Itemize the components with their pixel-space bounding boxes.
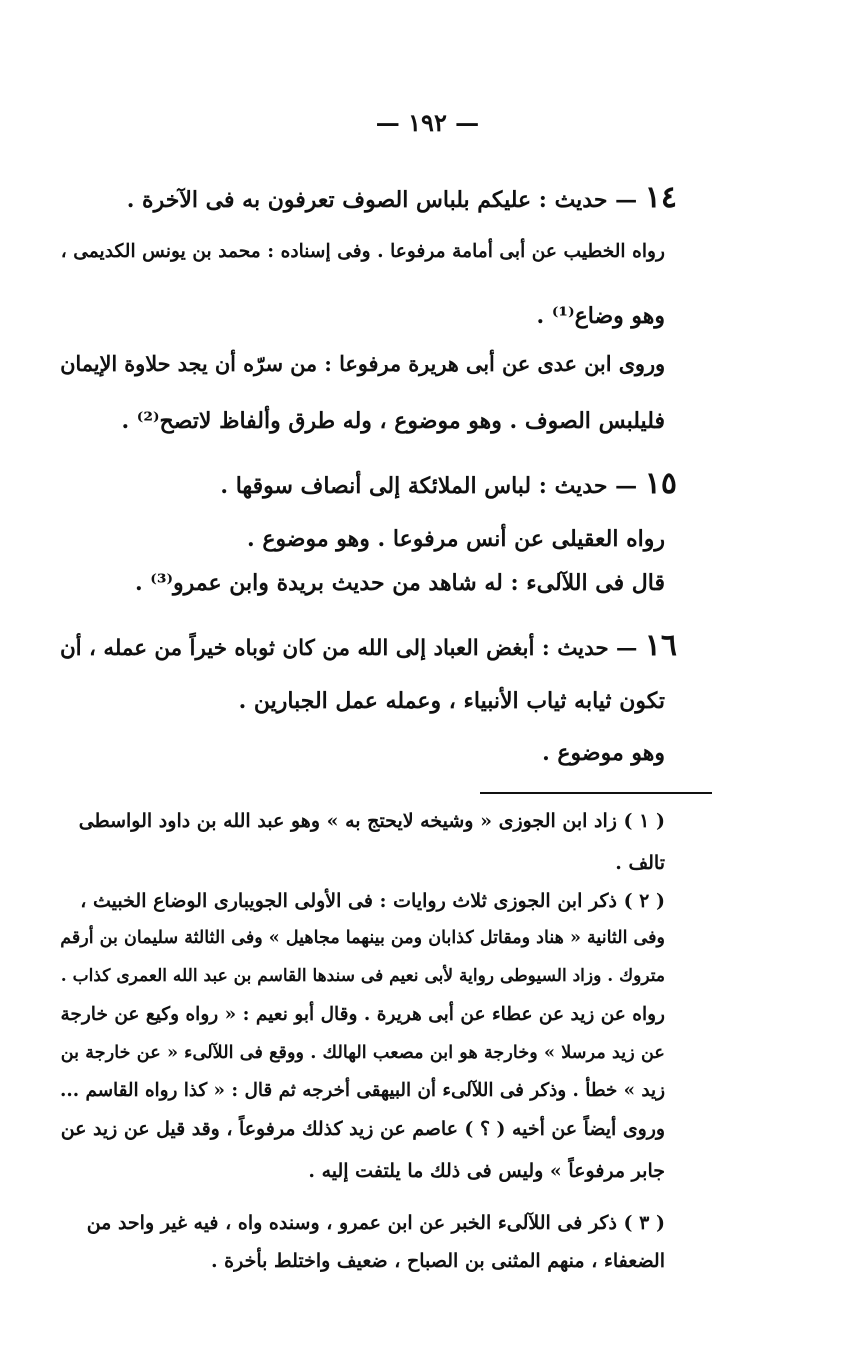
hadith-15-heading [220,466,677,501]
footnote-line: تالف . [615,852,665,874]
footnote-line: وروى أيضاً عن أخيه ( ؟ ) عاصم عن زيد كذلك مرفوعاً ، وقد قيل عن زيد عن [60,1118,665,1140]
footnote-line: رواه عن زيد عن عطاء عن أبى هريرة . وقال أبو نعيم : « رواه وكيع عن خارجة [60,1004,665,1025]
text-line: قال فى اللآلىء : له شاهد من حديث بريدة وابن عمرو⁽³⁾ . [134,570,665,596]
hadith-heading-text: — حديث : عليكم بلباس الصوف تعرفون به فى الآخرة . [126,187,645,213]
hadith-number: ١٥ [644,466,677,501]
footnote-line: وفى الثانية « هناد ومقاتل كذابان ومن بينهما مجاهيل » وفى الثالثة سليمان بن أرقم [60,928,665,948]
text-line: وهو وضاع⁽¹⁾ . [536,303,665,329]
footnote-line: الضعفاء ، منهم المثنى بن الصباح ، ضعيف واختلط بأخرة . [210,1250,665,1272]
text-line: وروى ابن عدى عن أبى هريرة مرفوعا : من سرّه أن يجد حلاوة الإيمان [60,352,665,376]
text-line: رواه الخطيب عن أبى أمامة مرفوعا . وفى إسناده : محمد بن يونس الكديمى ، [60,240,665,262]
hadith-number: ١٦ [644,628,677,663]
footnote-line: ( ٢ ) ذكر ابن الجوزى ثلاث روايات : فى الأولى الجويبارى الوضاع الخبيث ، [80,890,665,912]
text-line: فليلبس الصوف . وهو موضوع ، وله طرق وألفاظ لاتصح⁽²⁾ . [121,408,665,434]
footnote-separator [480,792,712,794]
text-line: تكون ثيابه ثياب الأنبياء ، وعمله عمل الجبارين . [238,688,665,714]
footnote-line: ( ٣ ) ذكر فى اللآلىء الخبر عن ابن عمرو ، وسنده واه ، فيه غير واحد من [86,1212,665,1234]
footnote-line: متروك . وزاد السيوطى رواية لأبى نعيم فى سندها القاسم بن عبد الله العمرى كذاب . [60,966,665,986]
hadith-heading-text: — حديث : أبغض العباد إلى الله من كان ثوباه خيراً من عمله ، أن [59,636,645,661]
hadith-14-heading [127,180,677,215]
hadith-heading-text: — حديث : لباس الملائكة إلى أنصاف سوقها . [220,473,645,499]
footnote-line: عن زيد مرسلا » وخارجة هو ابن مصعب الهالك . ووقع فى اللآلىء « عن خارجة بن [60,1042,665,1063]
text-line: وهو موضوع . [542,740,665,766]
hadith-number: ١٤ [644,180,677,215]
page-number: — ١٩٢ — [375,108,480,137]
text-line: رواه العقيلى عن أنس مرفوعا . وهو موضوع . [247,526,665,552]
footnote-line: زيد » خطأ . وذكر فى اللآلىء أن البيهقى أخرجه ثم قال : « كذا رواه القاسم ... [59,1080,665,1101]
footnote-line: ( ١ ) زاد ابن الجوزى « وشيخه لايحتج به » وهو عبد الله بن داود الواسطى [78,810,665,832]
footnote-line: جابر مرفوعاً » وليس فى ذلك ما يلتفت إليه . [308,1160,665,1182]
hadith-16-heading [60,628,677,663]
